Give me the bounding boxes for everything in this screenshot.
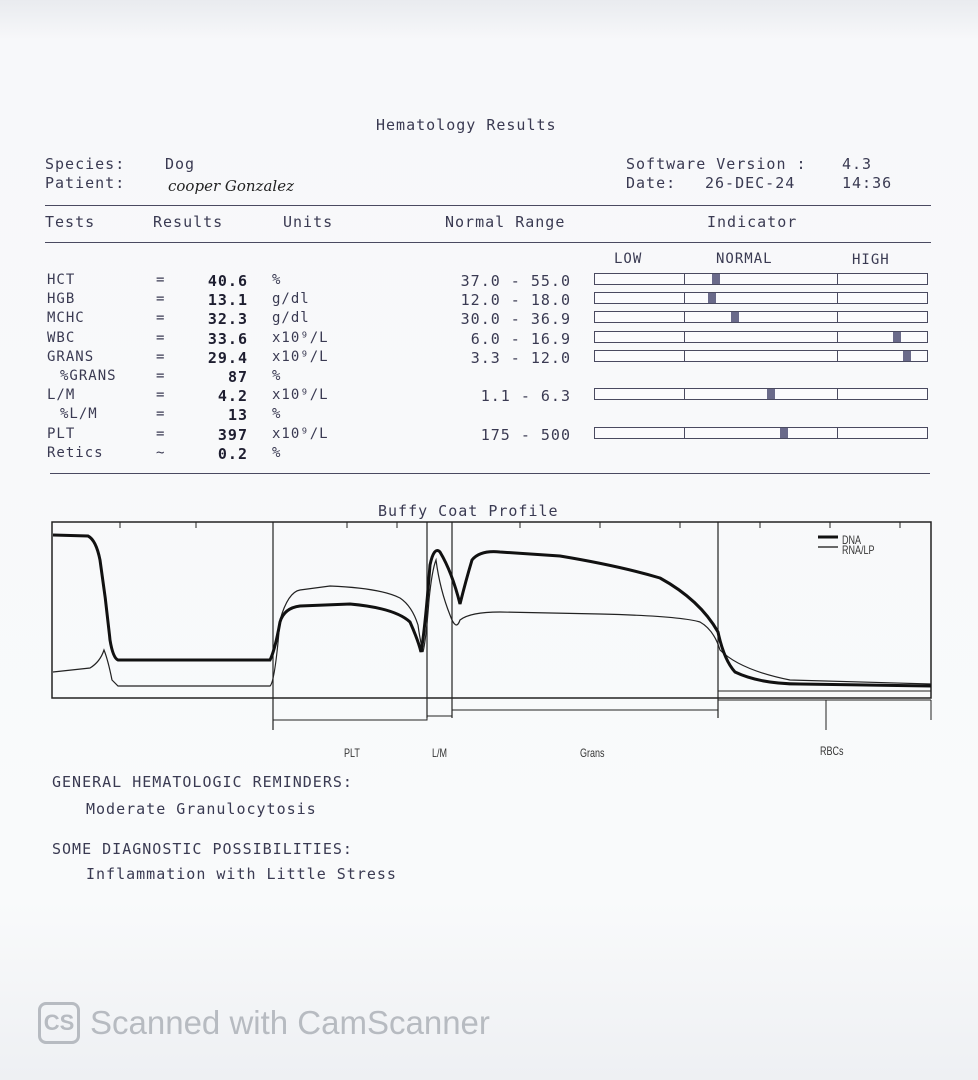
camscanner-watermark	[38, 1002, 490, 1044]
legend-dna-label: DNA	[842, 533, 862, 547]
row-normal-range: 3.3 - 12.0	[470, 349, 571, 367]
buffy-coat-title: Buffy Coat Profile	[378, 502, 559, 520]
chart-frame	[52, 522, 931, 698]
row-operator: =	[156, 272, 166, 288]
row-unit: %	[272, 406, 282, 422]
col-normal-range: Normal Range	[445, 213, 566, 231]
zone-label-grans: Grans	[580, 746, 605, 760]
row-result: 13	[227, 406, 248, 424]
row-test-name: %L/M	[60, 406, 98, 422]
indicator-low-label: LOW	[614, 251, 643, 267]
zone-label-lm: L/M	[432, 746, 448, 760]
row-operator: ~	[156, 445, 166, 461]
row-result: 4.2	[217, 387, 248, 405]
row-result: 0.2	[217, 445, 248, 463]
zone-dividers	[273, 522, 718, 730]
row-normal-range: 30.0 - 36.9	[460, 310, 571, 328]
row-test-name: PLT	[47, 426, 76, 442]
patient-name-handwritten: cooper Gonzalez	[168, 177, 294, 195]
reminders-text: Moderate Granulocytosis	[86, 800, 317, 818]
date-value: 26-DEC-24	[705, 174, 796, 192]
row-normal-range: 12.0 - 18.0	[460, 291, 571, 309]
camscanner-text: Scanned with CamScanner	[90, 1004, 490, 1041]
species-value: Dog	[165, 155, 196, 173]
row-normal-range: 1.1 - 6.3	[480, 387, 571, 405]
row-test-name: L/M	[47, 387, 76, 403]
row-test-name: HCT	[47, 272, 76, 288]
row-result: 13.1	[207, 291, 248, 309]
col-indicator: Indicator	[707, 213, 798, 231]
row-result: 32.3	[207, 310, 248, 328]
row-test-name: HGB	[47, 291, 76, 307]
zone-label-rbcs: RBCs	[820, 744, 844, 758]
row-test-name: WBC	[47, 330, 76, 346]
row-unit: x10⁹/L	[272, 426, 329, 442]
zone-brackets	[273, 698, 931, 730]
row-unit: x10⁹/L	[272, 387, 329, 403]
row-test-name: GRANS	[47, 349, 95, 365]
row-result: 29.4	[207, 349, 248, 367]
row-operator: =	[156, 349, 166, 365]
row-result: 87	[227, 368, 248, 386]
col-units: Units	[283, 213, 334, 231]
row-operator: =	[156, 387, 166, 403]
diagnostics-text: Inflammation with Little Stress	[86, 865, 397, 883]
col-tests: Tests	[45, 213, 96, 231]
patient-label: Patient:	[45, 174, 126, 192]
row-unit: g/dl	[272, 291, 310, 307]
row-operator: =	[156, 406, 166, 422]
software-label: Software Version :	[626, 155, 807, 173]
row-operator: =	[156, 330, 166, 346]
date-label: Date:	[626, 174, 677, 192]
dna-trace	[53, 535, 931, 686]
software-value: 4.3	[842, 155, 873, 173]
row-normal-range: 37.0 - 55.0	[460, 272, 571, 290]
row-unit: %	[272, 368, 282, 384]
reminders-heading: GENERAL HEMATOLOGIC REMINDERS:	[52, 773, 353, 791]
row-unit: %	[272, 445, 282, 461]
row-operator: =	[156, 310, 166, 326]
row-operator: =	[156, 291, 166, 307]
indicator-high-label: HIGH	[852, 252, 890, 268]
row-operator: =	[156, 368, 166, 384]
rna-lp-trace	[53, 560, 931, 686]
diagnostics-heading: SOME DIAGNOSTIC POSSIBILITIES:	[52, 840, 353, 858]
indicator-normal-label: NORMAL	[716, 251, 773, 267]
report-title: Hematology Results	[376, 116, 557, 134]
camscanner-logo-icon: CS	[38, 1002, 80, 1044]
row-normal-range: 6.0 - 16.9	[470, 330, 571, 348]
row-unit: x10⁹/L	[272, 349, 329, 365]
row-test-name: MCHC	[47, 310, 85, 326]
row-result: 33.6	[207, 330, 248, 348]
zone-label-plt: PLT	[344, 746, 360, 760]
time-value: 14:36	[842, 174, 893, 192]
row-unit: %	[272, 272, 282, 288]
row-operator: =	[156, 426, 166, 442]
row-normal-range: 175 - 500	[480, 426, 571, 444]
row-unit: g/dl	[272, 310, 310, 326]
row-test-name: Retics	[47, 445, 104, 461]
row-result: 40.6	[207, 272, 248, 290]
legend-rna-label: RNA/LP	[842, 543, 875, 557]
col-results: Results	[153, 213, 224, 231]
species-label: Species:	[45, 155, 126, 173]
row-test-name: %GRANS	[60, 368, 117, 384]
row-result: 397	[217, 426, 248, 444]
top-ticks	[120, 522, 900, 528]
row-unit: x10⁹/L	[272, 330, 329, 346]
